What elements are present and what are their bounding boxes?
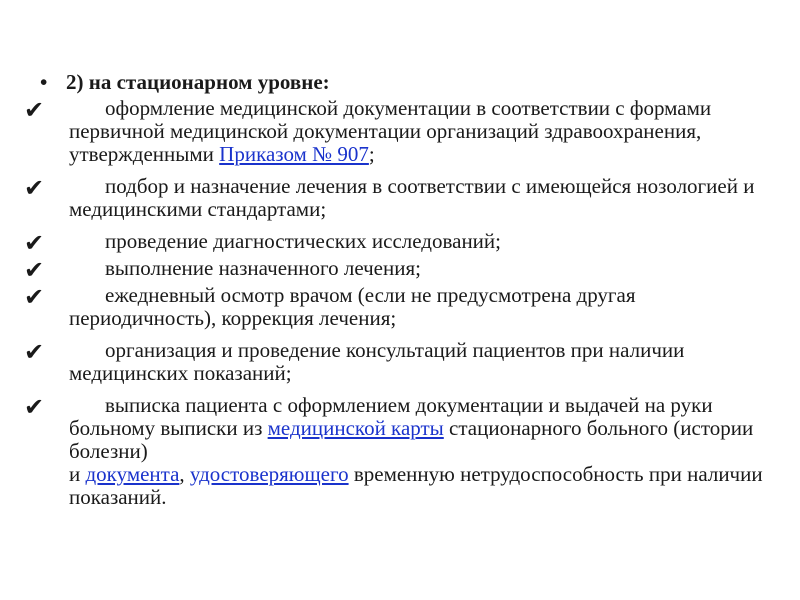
checklist — [0, 97, 800, 518]
medical-record-link[interactable]: медицинской карты — [267, 416, 444, 440]
bullet-icon: • — [40, 70, 48, 94]
checkmark-icon: ✔ — [24, 256, 45, 284]
list-item — [0, 339, 800, 385]
checkmark-icon: ✔ — [24, 229, 45, 257]
item-text: оформление медицинской документации в соответствии с формами первичной медицинской документации организаций здравоохранения, утвержденными — [69, 96, 712, 166]
checkmark-icon: ✔ — [24, 96, 45, 124]
document-link[interactable]: документа — [85, 462, 180, 486]
list-item — [0, 229, 800, 257]
section-heading-text: 2) на стационарном уровне: — [66, 70, 330, 94]
section-heading — [40, 70, 330, 94]
list-item — [0, 175, 800, 221]
item-text: стационарного больного (истории болезни) — [69, 416, 754, 463]
checkmark-icon: ✔ — [24, 338, 45, 366]
list-item — [0, 97, 800, 166]
item-text: выписка пациента с оформлением документации и выдачей на руки больному выписки из — [69, 393, 713, 440]
item-text: организация и проведение консультаций пациентов при наличии медицинских показаний; — [69, 338, 685, 385]
checkmark-icon: ✔ — [24, 283, 45, 311]
item-text: выполнение назначенного лечения; — [105, 256, 421, 280]
item-text: и — [69, 462, 86, 486]
item-text: подбор и назначение лечения в соответствии с имеющейся нозологией и медицинскими стандартами; — [69, 174, 755, 221]
item-text: ; — [368, 142, 375, 166]
item-text: , — [179, 462, 190, 486]
checkmark-icon: ✔ — [24, 393, 45, 421]
certifying-link[interactable]: удостоверяющего — [189, 462, 349, 486]
list-item — [0, 394, 800, 509]
list-item — [0, 256, 800, 284]
item-text: проведение диагностических исследований; — [105, 229, 501, 253]
list-item — [0, 284, 800, 330]
item-text: временную нетрудоспособность при наличии показаний. — [69, 462, 763, 509]
order-907-link[interactable]: Приказом № 907 — [219, 142, 369, 166]
checkmark-icon: ✔ — [24, 174, 45, 202]
item-text: ежедневный осмотр врачом (если не предусмотрена другая периодичность), коррекция лечения; — [69, 283, 636, 330]
